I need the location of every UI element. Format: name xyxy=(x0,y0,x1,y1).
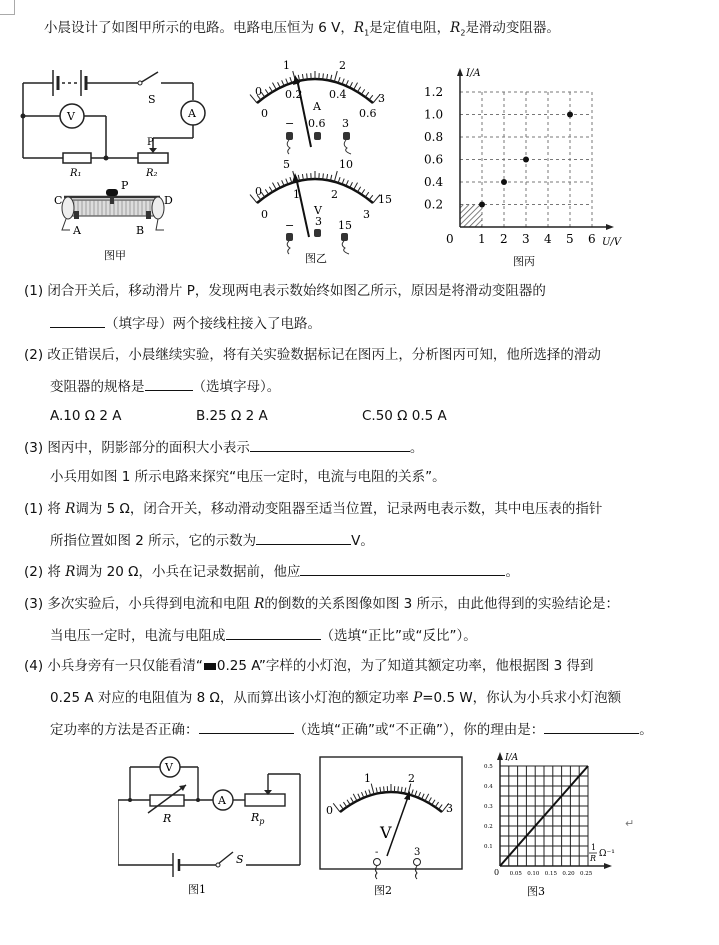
r2-sub: 2 xyxy=(460,28,466,38)
q-b4-a: (4) 小兵身旁有一只仅能看清“ xyxy=(24,658,203,674)
ammeter-label: A xyxy=(188,107,196,120)
question-b1-line1 xyxy=(24,499,602,519)
fig3-x-label-unit: Ω⁻¹ xyxy=(599,849,615,859)
option-a: A.10 Ω 2 A xyxy=(50,408,122,424)
fig3-y-tick-label: 0.3 xyxy=(484,804,493,810)
figure-jia-caption: 图甲 xyxy=(104,249,126,262)
slider-label-p: P xyxy=(147,137,154,148)
ammeter-terminal-0-6: 0.6 xyxy=(308,117,326,130)
fig2-terminal-3-knob xyxy=(414,859,421,866)
meter-tick xyxy=(432,800,435,805)
voltmeter-inner-3: 3 xyxy=(363,208,370,221)
fig2-terminal-3: 3 xyxy=(414,847,421,858)
y-axis-label: I/A xyxy=(466,68,481,79)
fig2-unit: V xyxy=(380,823,392,842)
meters-yi xyxy=(235,55,420,265)
question-b1-line2 xyxy=(50,530,374,551)
fig3-y-axis-label: I/A xyxy=(505,753,519,763)
intro-part1: 小晨设计了如图甲所示的电路。电路电压恒为 6 V， xyxy=(44,20,354,36)
data-point xyxy=(479,202,485,208)
meter-tick xyxy=(347,800,350,805)
figure-2 xyxy=(318,752,466,902)
terminal-c-label: C xyxy=(54,194,63,207)
meter-tick xyxy=(358,87,361,92)
chart-bing xyxy=(420,55,630,270)
x-tick-label: 4 xyxy=(544,232,552,246)
q-b4-line2-b: =0.5 W，你认为小兵求小灯泡额 xyxy=(422,690,622,706)
meter-tick xyxy=(323,73,324,79)
meter-tick xyxy=(439,805,443,810)
return-mark: ↵ xyxy=(625,817,635,830)
question-b2 xyxy=(24,561,519,582)
fig3-x-tick-label: 0.20 xyxy=(562,871,575,877)
data-point xyxy=(523,157,529,163)
q-b1-after: V。 xyxy=(351,533,374,549)
q-b3-a: (3) 多次实验后，小兵得到电流和电阻 xyxy=(24,596,255,612)
q-b1-r: R xyxy=(65,501,76,517)
figure-yi xyxy=(235,55,420,265)
meter-tick xyxy=(435,802,438,807)
figure-1-caption: 图1 xyxy=(188,883,206,896)
question-b4-line3 xyxy=(50,719,653,740)
figure-1 xyxy=(118,755,308,900)
question-a1-line2 xyxy=(50,313,321,334)
q-b3-b: 的倒数的关系图像如图 3 所示，由此他得到的实验结论是： xyxy=(264,596,620,612)
fig3-y-tick-label: 0.4 xyxy=(484,784,493,790)
meter-tick xyxy=(398,786,399,792)
q-b1-b: 调为 5 Ω，闭合开关，移动滑动变阻器至适当位置，记录两电表示数，其中电压表的指针 xyxy=(75,501,603,517)
question-a3-after: 。 xyxy=(409,440,424,456)
answer-blank-a3[interactable] xyxy=(250,437,410,452)
voltmeter-terminal-3: 3 xyxy=(315,215,322,228)
voltmeter-fig2 xyxy=(318,752,466,902)
meter-tick xyxy=(265,89,268,94)
ammeter-inner-0-4: 0.4 xyxy=(329,88,347,101)
fig2-tick-3: 3 xyxy=(446,802,453,815)
meter-tick xyxy=(269,187,272,192)
voltmeter-inner-2: 2 xyxy=(331,188,338,201)
q-b2-b: 调为 20 Ω，小兵在记录数据前，他应 xyxy=(75,564,301,580)
q-b4-before: 定功率的方法是否正确： xyxy=(50,722,199,738)
ammeter-terminal-3: 3 xyxy=(342,117,349,130)
q-b3-r: R xyxy=(254,596,265,612)
switch-label: S xyxy=(148,93,156,106)
fig2-terminal-neg: - xyxy=(375,847,379,858)
x-axis-label: U/V xyxy=(602,237,622,248)
meter-tick xyxy=(422,794,425,799)
voltmeter-outer-5: 5 xyxy=(283,158,290,171)
fig3-x-tick-label: 0.05 xyxy=(509,871,522,877)
ammeter-outer-0: 0 xyxy=(255,85,262,98)
meter-tick xyxy=(365,92,368,97)
question-a1-line1: (1) 闭合开关后，移动滑片 P，发现两电表示数始终如图乙所示，原因是将滑动变阻器的 xyxy=(24,283,546,299)
r2-label: R₂ xyxy=(146,168,158,179)
question-a2-line2 xyxy=(50,376,280,397)
meter-tick xyxy=(365,192,368,197)
figure-3-caption: 图3 xyxy=(527,885,545,898)
fig3-x-arrow xyxy=(604,863,612,869)
figure-jia xyxy=(18,58,233,268)
question-b3-line2 xyxy=(50,625,477,646)
q-b4-after: 。 xyxy=(639,722,653,738)
meter-tick xyxy=(278,82,281,87)
meter-tick xyxy=(272,183,276,190)
meter-tick xyxy=(384,786,385,792)
x-tick-label: 1 xyxy=(478,232,486,246)
terminal-b-label: B xyxy=(136,224,145,237)
voltmeter-inner-0: 0 xyxy=(261,208,268,221)
terminal-p-label: P xyxy=(121,179,129,192)
fig1-switch-label: S xyxy=(236,853,244,866)
voltmeter-outer-0: 0 xyxy=(255,185,262,198)
q-b3-before: 当电压一定时，电流与电阻成 xyxy=(50,628,226,644)
fig3-y-arrow xyxy=(497,752,503,760)
fig2-tick-0: 0 xyxy=(326,804,333,817)
q-b2-a: (2) 将 xyxy=(24,564,66,580)
answer-blank-a2[interactable] xyxy=(145,376,193,391)
fig1-rp-label: $R_p$ xyxy=(251,811,265,826)
terminal-d-label: D xyxy=(164,194,173,207)
voltmeter-inner-1: 1 xyxy=(293,188,300,201)
voltmeter-outer-15: 15 xyxy=(378,193,392,206)
figure-yi-caption: 图乙 xyxy=(305,252,327,265)
meter-tick xyxy=(371,784,374,795)
answer-blank-b4a[interactable] xyxy=(199,719,294,734)
meter-tick xyxy=(333,803,340,812)
fig1-ammeter-label: A xyxy=(218,794,226,807)
data-point xyxy=(501,179,507,185)
meter-tick xyxy=(353,794,357,801)
voltmeter-label: V xyxy=(67,110,75,123)
x-axis-arrow xyxy=(606,224,614,230)
ammeter-unit: A xyxy=(313,100,321,113)
x-tick-label: 2 xyxy=(500,232,508,246)
figure-bing xyxy=(420,55,630,270)
voltmeter-terminal-neg: − xyxy=(285,219,295,232)
question-a2-before: 变阻器的规格是 xyxy=(50,379,145,395)
question-b4-line1 xyxy=(24,656,594,676)
meter-tick xyxy=(358,794,361,799)
answer-blank-b2[interactable] xyxy=(300,561,505,576)
page-corner-mark xyxy=(0,0,15,15)
y-tick-label: 1.2 xyxy=(424,85,444,99)
question-a2-line1: (2) 改正错误后，小晨继续实验，将有关实验数据标记在图丙上，分析图丙可知，他所选择的滑动 xyxy=(24,347,601,363)
ammeter-terminal-neg: − xyxy=(285,117,295,130)
intro-part3: 是滑动变阻器。 xyxy=(465,20,560,36)
voltmeter-terminal-15: 15 xyxy=(338,219,352,232)
ammeter-inner-0-2: 0.2 xyxy=(285,88,303,101)
ammeter-outer-3: 3 xyxy=(378,92,385,105)
meter-tick xyxy=(323,173,324,179)
fig3-y-tick-label: 0.2 xyxy=(484,824,493,830)
r2-symbol: R xyxy=(450,20,461,36)
circuit-diagram-jia xyxy=(18,58,233,268)
meter-tick xyxy=(361,89,364,94)
q-b2-r: R xyxy=(65,564,76,580)
q-b1-before: 所指位置如图 2 所示，它的示数为 xyxy=(50,533,257,549)
fig3-y-tick-label: 0.5 xyxy=(484,764,493,770)
meter-tick xyxy=(307,173,308,179)
ammeter-outer-2: 2 xyxy=(339,59,346,72)
figure-bing-caption: 图丙 xyxy=(513,255,535,268)
circuit-diagram-1 xyxy=(118,755,308,900)
fig3-origin-label: 0 xyxy=(494,868,500,877)
option-b: B.25 Ω 2 A xyxy=(196,408,268,424)
meter-tick xyxy=(307,73,308,79)
intro-part2: 是定值电阻， xyxy=(369,20,451,36)
q-b1-a: (1) 将 xyxy=(24,501,66,517)
q-b4-p: P xyxy=(413,690,423,706)
q-b2-after: 。 xyxy=(505,564,519,580)
meter-tick xyxy=(369,195,373,200)
y-axis-arrow xyxy=(457,68,463,76)
q-b4-b: 0.25 A”字样的小灯泡，为了知道其额定功率，他根据图 3 得到 xyxy=(216,658,594,674)
q-b4-line2-a: 0.25 A 对应的电阻值为 8 Ω，从而算出该小灯泡的额定功率 xyxy=(50,690,414,706)
meter-tick xyxy=(272,83,276,90)
meter-tick xyxy=(340,805,344,810)
question-b4-line2 xyxy=(50,688,621,708)
voltmeter-terminals xyxy=(286,229,349,254)
figure-3 xyxy=(480,748,640,900)
option-c: C.50 Ω 0.5 A xyxy=(362,408,447,424)
meter-tick xyxy=(334,171,337,182)
ammeter-outer-1: 1 xyxy=(283,59,290,72)
ammeter-inner-0-6: 0.6 xyxy=(359,107,377,120)
question-a3-before: (3) 图丙中，阴影部分的面积大小表示 xyxy=(24,440,250,456)
fig3-y-tick-label: 0.1 xyxy=(484,844,493,850)
shaded-area xyxy=(460,205,482,228)
y-tick-label: 0.2 xyxy=(424,197,444,212)
meter-tick xyxy=(350,82,353,87)
r1-label: R₁ xyxy=(70,168,82,179)
voltmeter-outer-10: 10 xyxy=(339,158,353,171)
fig3-x-tick-label: 0.25 xyxy=(580,871,593,877)
question-a1-line2-text: （填字母）两个接线柱接入了电路。 xyxy=(105,316,321,332)
fig3-x-label-denominator: R xyxy=(590,854,597,863)
ammeter-inner-0: 0 xyxy=(261,107,268,120)
r1-sub: 1 xyxy=(364,28,370,38)
meter-tick xyxy=(428,798,431,803)
meter-tick xyxy=(358,187,361,192)
fig3-x-label-numerator: 1 xyxy=(591,843,597,852)
fig3-x-tick-label: 0.15 xyxy=(544,871,558,877)
fig3-x-tick-label: 0.10 xyxy=(527,871,540,877)
meter-tick xyxy=(265,189,268,194)
meter-tick xyxy=(278,182,281,187)
data-point xyxy=(567,112,573,118)
meter-tick xyxy=(343,802,346,807)
x-tick-label: 3 xyxy=(522,232,530,246)
fig2-tick-2: 2 xyxy=(408,772,415,785)
answer-blank-b4b[interactable] xyxy=(544,719,639,734)
meter-tick xyxy=(334,71,337,82)
answer-blank-a1[interactable] xyxy=(50,313,105,328)
figure-2-caption: 图2 xyxy=(374,884,392,897)
question-b3-line1 xyxy=(24,594,619,614)
intro-text xyxy=(44,18,560,44)
x-tick-label: 5 xyxy=(566,232,574,246)
meter-tick xyxy=(350,182,353,187)
chart-fig3 xyxy=(480,748,640,900)
y-tick-label: 0.6 xyxy=(424,152,444,167)
terminal-a-label: A xyxy=(73,224,81,237)
q-b3-after: （选填“正比”或“反比”）。 xyxy=(320,628,477,644)
x-tick-label: 0 xyxy=(446,232,454,246)
meter-tick xyxy=(354,183,358,190)
question-a2-after: （选填字母）。 xyxy=(192,379,281,395)
fig2-tick-1: 1 xyxy=(364,772,371,785)
answer-blank-b1[interactable] xyxy=(256,530,351,545)
q-b4-mid: （选填“正确”或“不正确”），你的理由是： xyxy=(293,722,545,738)
meter-tick xyxy=(351,798,354,803)
part-b-intro: 小兵用如图 1 所示电路来探究“电压一定时，电流与电阻的关系”。 xyxy=(50,469,446,485)
y-tick-label: 0.4 xyxy=(424,175,444,189)
meter-tick xyxy=(425,794,429,801)
meter-tick xyxy=(269,87,272,92)
meter-tick xyxy=(369,95,373,100)
y-tick-label: 0.8 xyxy=(424,130,444,144)
r1-symbol: R xyxy=(353,20,365,36)
fig1-r-label: R xyxy=(163,812,172,825)
x-tick-label: 6 xyxy=(588,232,596,246)
ammeter-terminals xyxy=(286,132,351,154)
meter-tick xyxy=(361,189,364,194)
y-tick-label: 1.0 xyxy=(424,107,444,122)
question-a3 xyxy=(24,437,423,458)
fig1-voltmeter-label: V xyxy=(165,761,173,774)
voltmeter-unit: V xyxy=(314,204,322,217)
answer-blank-b3[interactable] xyxy=(226,625,321,640)
obscured-mark xyxy=(204,663,216,670)
meter-tick xyxy=(354,83,358,90)
fig2-terminal-neg-knob xyxy=(374,859,381,866)
